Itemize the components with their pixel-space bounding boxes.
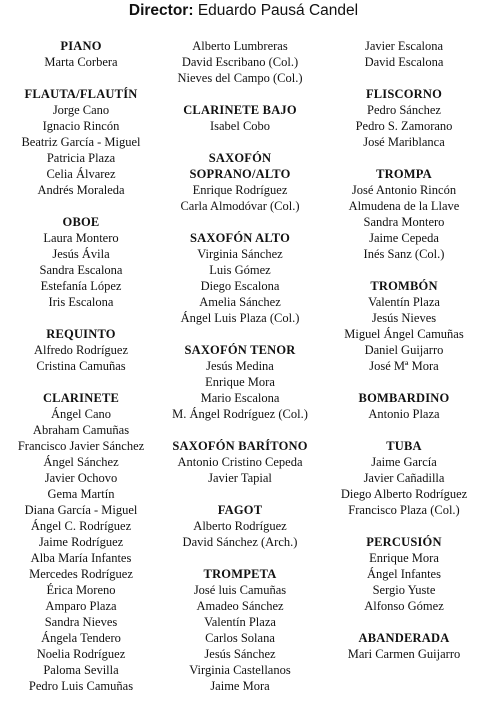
director-label: Director: — [128, 2, 194, 19]
member-name: David Escribano (Col.) — [181, 55, 299, 69]
member-name: Ángel Infantes — [367, 567, 441, 581]
section-title: ABANDERADA — [358, 631, 450, 645]
member-name: Érica Moreno — [46, 583, 116, 597]
section-trombon — [322, 278, 486, 374]
member-name: Antonio Plaza — [368, 407, 440, 421]
member-name: Carlos Solana — [205, 631, 275, 645]
section-fliscorno — [322, 86, 486, 150]
section-title: PIANO — [60, 39, 102, 53]
member-name: Daniel Guijarro — [364, 343, 444, 357]
member-name: José Mariblanca — [363, 135, 445, 149]
member-name: Cristina Camuñas — [36, 359, 126, 373]
director-name: Eduardo Pausá Candel — [197, 2, 359, 19]
member-name: Sandra Nieves — [44, 615, 118, 629]
section-title: TUBA — [386, 439, 422, 453]
member-name: Pedro Luis Camuñas — [28, 679, 134, 693]
member-name: Alfredo Rodríguez — [33, 343, 129, 357]
member-name: Abraham Camuñas — [32, 423, 130, 437]
member-name: Amelia Sánchez — [199, 295, 281, 309]
section-title: TROMPA — [376, 167, 432, 181]
member-name: Marta Corbera — [44, 55, 118, 69]
member-name: Enrique Rodríguez — [192, 183, 288, 197]
member-name: José luis Camuñas — [193, 583, 287, 597]
section-saxofon-soprano-alto — [158, 150, 322, 214]
member-name: Nieves del Campo (Col.) — [177, 71, 303, 85]
member-name: Almudena de la Llave — [348, 199, 460, 213]
section-title: OBOE — [62, 215, 100, 229]
section-title: SAXOFÓN TENOR — [184, 343, 296, 357]
section-oboe — [2, 214, 160, 310]
member-name: Mari Carmen Guijarro — [347, 647, 461, 661]
member-name: Jesús Nieves — [371, 311, 437, 325]
section-saxofon-alto — [158, 230, 322, 326]
member-name: Javier Escalona — [364, 39, 444, 53]
member-name: David Sánchez (Arch.) — [182, 535, 298, 549]
member-name: Virginia Sánchez — [197, 247, 283, 261]
member-name: Alba María Infantes — [30, 551, 132, 565]
section-abanderada — [322, 630, 486, 662]
section-title: SAXOFÓN ALTO — [189, 231, 290, 245]
section-trompeta — [158, 566, 322, 694]
member-name: Amparo Plaza — [45, 599, 117, 613]
member-name: Alberto Lumbreras — [192, 39, 288, 53]
member-name: Jaime Cepeda — [369, 231, 439, 245]
section-title: TROMPETA — [203, 567, 277, 581]
member-name: Diego Escalona — [200, 279, 280, 293]
member-name: Inés Sanz (Col.) — [363, 247, 445, 261]
section-saxofon-baritono — [158, 438, 322, 486]
member-name: Sandra Montero — [363, 215, 445, 229]
section-clarinete — [2, 390, 160, 694]
member-name: Francisco Javier Sánchez — [17, 439, 145, 453]
member-name: Alberto Rodríguez — [193, 519, 287, 533]
section-title: CLARINETE BAJO — [183, 103, 297, 117]
continued-members — [158, 38, 322, 86]
member-name: Jaime García — [371, 455, 437, 469]
member-name: Patricia Plaza — [46, 151, 116, 165]
member-name: Jaime Mora — [210, 679, 270, 693]
member-name: Ángel Luis Plaza (Col.) — [180, 311, 300, 325]
member-name: Enrique Mora — [205, 375, 275, 389]
member-name: Sandra Escalona — [39, 263, 123, 277]
section-bombardino — [322, 390, 486, 422]
member-name: Noelia Rodríguez — [36, 647, 126, 661]
member-name: Diego Alberto Rodríguez — [340, 487, 468, 501]
section-saxofon-tenor — [158, 342, 322, 422]
member-name: Iris Escalona — [48, 295, 114, 309]
member-name: Celia Álvarez — [46, 167, 116, 181]
member-name: Antonio Cristino Cepeda — [177, 455, 303, 469]
section-flauta-flautin — [2, 86, 160, 198]
member-name: Valentín Plaza — [368, 295, 440, 309]
section-piano — [2, 38, 160, 70]
section-fagot — [158, 502, 322, 550]
member-name: Javier Cañadilla — [363, 471, 445, 485]
section-title: FLISCORNO — [365, 87, 443, 101]
director-header — [0, 1, 487, 21]
member-name: Jesús Ávila — [52, 247, 110, 261]
member-name: Mercedes Rodríguez — [29, 567, 133, 581]
section-clarinete-bajo — [158, 102, 322, 134]
section-percusion — [322, 534, 486, 614]
section-tuba — [322, 438, 486, 518]
roster-column-2 — [158, 38, 322, 710]
member-name: Virginia Castellanos — [189, 663, 291, 677]
section-title: CLARINETE — [42, 391, 120, 405]
member-name: Pedro Sánchez — [367, 103, 441, 117]
member-name: Ángel Cano — [50, 407, 112, 421]
member-name: Luis Gómez — [209, 263, 271, 277]
section-title: PERCUSIÓN — [366, 535, 442, 549]
member-name: Isabel Cobo — [209, 119, 271, 133]
member-name: Ignacio Rincón — [42, 119, 120, 133]
section-title: SAXOFÓN BARÍTONO — [172, 439, 308, 453]
member-name: Jorge Cano — [52, 103, 110, 117]
member-name: Paloma Sevilla — [43, 663, 119, 677]
member-name: Jesús Sánchez — [204, 647, 276, 661]
member-name: Pedro S. Zamorano — [355, 119, 453, 133]
member-name: Ángela Tendero — [41, 631, 121, 645]
section-requinto — [2, 326, 160, 374]
member-name: Valentín Plaza — [204, 615, 276, 629]
section-title: TROMBÓN — [370, 279, 438, 293]
member-name: Beatriz García - Miguel — [21, 135, 141, 149]
member-name: Amadeo Sánchez — [196, 599, 284, 613]
member-name: Ángel C. Rodríguez — [30, 519, 132, 533]
section-trompa — [322, 166, 486, 262]
member-name: Ángel Sánchez — [43, 455, 119, 469]
member-name: Javier Tapial — [208, 471, 272, 485]
member-name: Andrés Moraleda — [37, 183, 125, 197]
roster-column-1 — [2, 38, 160, 710]
member-name: Mario Escalona — [200, 391, 280, 405]
member-name: Estefanía López — [40, 279, 122, 293]
section-title: FAGOT — [217, 503, 263, 517]
member-name: Enrique Mora — [369, 551, 439, 565]
section-title: SOPRANO/ALTO — [189, 167, 291, 181]
section-title: FLAUTA/FLAUTÍN — [24, 87, 138, 101]
continued-members — [322, 38, 486, 70]
member-name: Miguel Ángel Camuñas — [344, 327, 464, 341]
section-title: BOMBARDINO — [358, 391, 450, 405]
member-name: Carla Almodóvar (Col.) — [180, 199, 300, 213]
member-name: Diana García - Miguel — [24, 503, 138, 517]
member-name: Laura Montero — [43, 231, 119, 245]
member-name: Jesús Medina — [206, 359, 274, 373]
member-name: Gema Martín — [47, 487, 115, 501]
member-name: Alfonso Gómez — [364, 599, 444, 613]
section-title: SAXOFÓN — [208, 151, 272, 165]
section-title: REQUINTO — [46, 327, 116, 341]
member-name: Francisco Plaza (Col.) — [348, 503, 460, 517]
member-name: M. Ángel Rodríguez (Col.) — [172, 407, 308, 421]
member-name: José Mª Mora — [369, 359, 439, 373]
roster-column-3 — [322, 38, 486, 678]
member-name: Jaime Rodríguez — [38, 535, 124, 549]
member-name: Sergio Yuste — [372, 583, 436, 597]
member-name: Javier Ochovo — [44, 471, 118, 485]
member-name: David Escalona — [364, 55, 444, 69]
member-name: José Antonio Rincón — [351, 183, 457, 197]
